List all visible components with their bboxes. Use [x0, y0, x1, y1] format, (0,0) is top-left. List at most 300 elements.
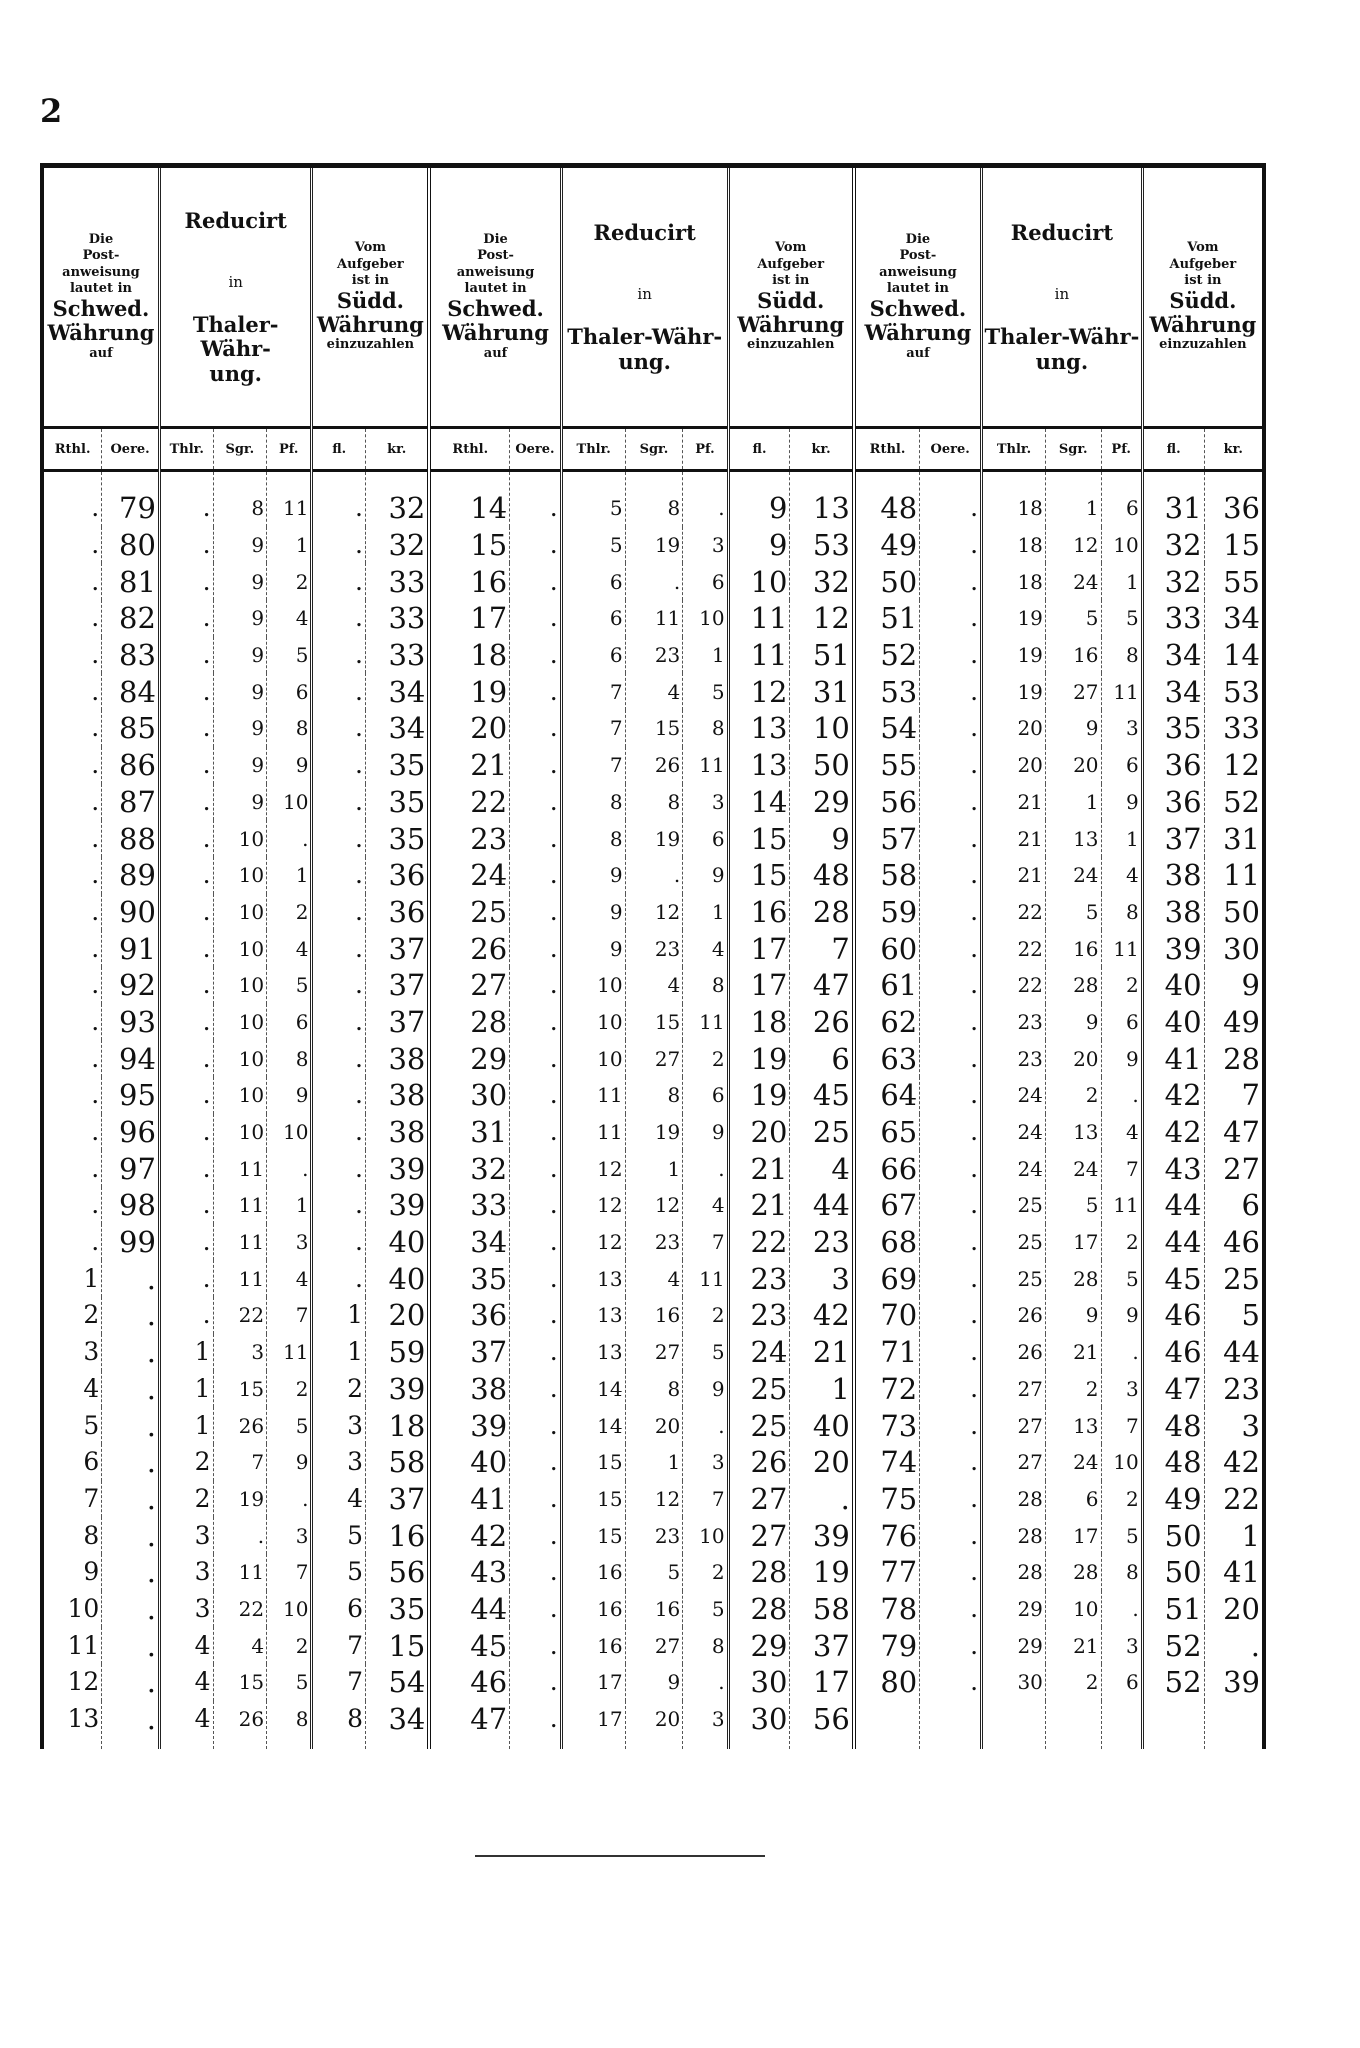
cell-sgr-group1: 15: [213, 1371, 267, 1408]
cell-kr-group2: 3: [790, 1260, 854, 1297]
cell-oere-group1: 83: [102, 637, 160, 674]
header-label: Südd.: [336, 288, 404, 314]
cell-kr-group1: 37: [365, 967, 429, 1004]
cell-oere-group3: .: [920, 1481, 982, 1518]
cell-oere-group2: .: [510, 784, 562, 821]
table-row: [42, 1077, 1264, 1114]
table-row: [42, 894, 1264, 931]
cell-pf-group3: 2: [1101, 1481, 1142, 1518]
cell-sgr-group1: 10: [213, 1040, 267, 1077]
cell-kr-group2: 51: [790, 637, 854, 674]
cell-thlr-group3: 26: [982, 1334, 1046, 1371]
cell-kr-group3: 55: [1204, 563, 1264, 600]
header-label: Post-: [477, 248, 514, 264]
cell-sgr-group1: 9: [213, 637, 267, 674]
cell-sgr-group2: 16: [625, 1297, 683, 1334]
cell-kr-group1: 20: [365, 1297, 429, 1334]
cell-sgr-group2: 15: [625, 1004, 683, 1041]
cell-sgr-group2: 1: [625, 1150, 683, 1187]
cell-oere-group1: 94: [102, 1040, 160, 1077]
cell-pf-group1: .: [267, 1150, 312, 1187]
cell-kr-group2: 17: [790, 1664, 854, 1701]
cell-thlr-group3: 18: [982, 527, 1046, 564]
cell-rthl-group1: 1: [83, 1263, 100, 1293]
cell-thlr-group3: 22: [982, 967, 1046, 1004]
cell-kr-group1: 58: [365, 1444, 429, 1481]
cell-kr-group1: 59: [365, 1334, 429, 1371]
cell-pf-group3: 6: [1101, 1664, 1142, 1701]
cell-thlr-group3: 24: [982, 1077, 1046, 1114]
unit-fl: fl.: [728, 428, 790, 471]
cell-sgr-group1: 9: [213, 600, 267, 637]
cell-kr-group1: 16: [365, 1517, 429, 1554]
cell-sgr-group3: 10: [1045, 1591, 1101, 1628]
header-label: Währung: [47, 320, 155, 346]
header-label: einzuzahlen: [746, 337, 835, 353]
header-post-order-swedish-group3: [854, 166, 982, 428]
cell-rthl-group3: 70: [854, 1297, 920, 1334]
cell-sgr-group2: 8: [625, 471, 683, 527]
cell-thlr-group1: .: [159, 471, 213, 527]
cell-oere-group3: .: [920, 1664, 982, 1701]
cell-pf-group1: 1: [267, 1187, 312, 1224]
cell-pf-group3: 5: [1101, 1260, 1142, 1297]
cell-rthl-group3: 53: [854, 673, 920, 710]
cell-fl-group2: 19: [728, 1040, 790, 1077]
cell-rthl-group1: 8: [83, 1520, 100, 1550]
cell-thlr-group1: 1: [159, 1371, 213, 1408]
cell-fl-group3: 51: [1142, 1591, 1204, 1628]
unit-oere: Oere.: [510, 428, 562, 471]
header-label: Die: [88, 232, 114, 248]
cell-thlr-group3: 26: [982, 1297, 1046, 1334]
cell-rthl-group1: .: [91, 493, 100, 523]
cell-rthl-group1: .: [91, 1043, 100, 1073]
cell-thlr-group1: 2: [159, 1444, 213, 1481]
cell-oere-group1: .: [102, 1591, 160, 1628]
cell-pf-group3: 10: [1101, 527, 1142, 564]
header-label: anweisung: [456, 264, 535, 280]
table-row: [42, 1334, 1264, 1371]
cell-rthl-group2: 35: [429, 1260, 509, 1297]
cell-oere-group3: .: [920, 1517, 982, 1554]
cell-thlr-group1: .: [159, 1187, 213, 1224]
cell-thlr-group3: 20: [982, 710, 1046, 747]
cell-pf-group1: 7: [267, 1297, 312, 1334]
cell-kr-group3: 46: [1204, 1224, 1264, 1261]
cell-pf-group3: 4: [1101, 1114, 1142, 1151]
cell-pf-group1: 5: [267, 967, 312, 1004]
cell-pf-group3: 8: [1101, 637, 1142, 674]
cell-sgr-group3: 24: [1045, 563, 1101, 600]
cell-oere-group2: .: [510, 563, 562, 600]
cell-kr-group2: 10: [790, 710, 854, 747]
cell-sgr-group3: 9: [1045, 1004, 1101, 1041]
cell-fl-group3: 41: [1142, 1040, 1204, 1077]
cell-oere-group1: 98: [102, 1187, 160, 1224]
cell-fl-group3: 39: [1142, 930, 1204, 967]
cell-fl-group3: 42: [1142, 1114, 1204, 1151]
cell-fl-group1: .: [312, 1114, 366, 1151]
cell-oere-group1: 84: [102, 673, 160, 710]
cell-sgr-group2: 23: [625, 930, 683, 967]
cell-rthl-group2: 38: [429, 1371, 509, 1408]
cell-fl-group1: 3: [312, 1407, 366, 1444]
cell-thlr-group3: 28: [982, 1517, 1046, 1554]
cell-rthl-group2: 26: [429, 930, 509, 967]
cell-kr-group2: 6: [790, 1040, 854, 1077]
cell-oere-group2: .: [510, 1297, 562, 1334]
table-row: [42, 563, 1264, 600]
cell-rthl-group2: 28: [429, 1004, 509, 1041]
table-row: [42, 747, 1264, 784]
cell-kr-group1: 40: [365, 1224, 429, 1261]
cell-kr-group1: 38: [365, 1040, 429, 1077]
cell-kr-group1: 34: [365, 673, 429, 710]
cell-sgr-group1: 9: [213, 527, 267, 564]
cell-rthl-group3: 52: [854, 637, 920, 674]
cell-sgr-group3: 20: [1045, 747, 1101, 784]
cell-pf-group3: 11: [1101, 1187, 1142, 1224]
cell-sgr-group3: 9: [1045, 710, 1101, 747]
cell-pf-group1: 6: [267, 673, 312, 710]
cell-pf-group2: .: [683, 471, 728, 527]
cell-fl-group3: 32: [1142, 527, 1204, 564]
cell-pf-group2: 8: [683, 1627, 728, 1664]
cell-oere-group1: .: [102, 1664, 160, 1701]
cell-oere-group2: .: [510, 1481, 562, 1518]
cell-kr-group3: 5: [1204, 1297, 1264, 1334]
cell-pf-group1: 1: [267, 527, 312, 564]
cell-kr-group3: 41: [1204, 1554, 1264, 1591]
cell-sgr-group1: 26: [213, 1407, 267, 1444]
cell-sgr-group1: 11: [213, 1260, 267, 1297]
cell-pf-group1: 10: [267, 784, 312, 821]
unit-thlr: Thlr.: [982, 428, 1046, 471]
cell-kr-group2: 48: [790, 857, 854, 894]
header-label: anweisung: [879, 264, 957, 280]
cell-oere-group2: .: [510, 1444, 562, 1481]
cell-fl-group1: .: [312, 1004, 366, 1041]
cell-kr-group3: 50: [1204, 894, 1264, 931]
cell-kr-group3: 33: [1204, 710, 1264, 747]
cell-thlr-group1: .: [159, 747, 213, 784]
cell-rthl-group2: 19: [429, 673, 509, 710]
cell-kr-group3: 34: [1204, 600, 1264, 637]
cell-fl-group1: .: [312, 563, 366, 600]
cell-fl-group3: 40: [1142, 967, 1204, 1004]
unit-kr: kr.: [365, 428, 429, 471]
cell-kr-group2: 9: [790, 820, 854, 857]
cell-thlr-group3: 18: [982, 563, 1046, 600]
cell-rthl-group1: .: [91, 786, 100, 816]
cell-thlr-group2: 10: [561, 1040, 625, 1077]
cell-kr-group3: .: [1204, 1627, 1264, 1664]
cell-rthl-group2: 31: [429, 1114, 509, 1151]
cell-oere-group1: 91: [102, 930, 160, 967]
cell-oere-group3: .: [920, 1554, 982, 1591]
cell-pf-group3: 3: [1101, 1371, 1142, 1408]
cell-fl-group1: 5: [312, 1554, 366, 1591]
cell-oere-group2: .: [510, 1371, 562, 1408]
cell-oere-group1: 95: [102, 1077, 160, 1114]
cell-rthl-group2: 32: [429, 1150, 509, 1187]
cell-oere-group3: .: [920, 894, 982, 931]
cell-oere-group3: .: [920, 1004, 982, 1041]
cell-oere-group3: .: [920, 1040, 982, 1077]
cell-thlr-group2: 11: [561, 1077, 625, 1114]
cell-rthl-group3: [854, 1701, 920, 1750]
header-label: Währung: [442, 320, 549, 346]
cell-rthl-group2: 14: [429, 471, 509, 527]
cell-oere-group2: .: [510, 1077, 562, 1114]
cell-sgr-group3: 9: [1045, 1297, 1101, 1334]
header-label: Währung: [864, 320, 972, 346]
cell-sgr-group2: 12: [625, 1187, 683, 1224]
cell-thlr-group1: 1: [159, 1334, 213, 1371]
cell-thlr-group3: 20: [982, 747, 1046, 784]
cell-thlr-group2: 8: [561, 784, 625, 821]
header-label: ist in: [351, 272, 389, 288]
cell-sgr-group3: 2: [1045, 1371, 1101, 1408]
unit-thlr: Thlr.: [561, 428, 625, 471]
header-label: Schwed.: [52, 296, 150, 322]
cell-rthl-group1: .: [91, 1006, 100, 1036]
cell-thlr-group1: .: [159, 673, 213, 710]
cell-sgr-group2: 19: [625, 820, 683, 857]
table-row: [42, 1554, 1264, 1591]
cell-thlr-group3: 19: [982, 637, 1046, 674]
cell-sgr-group3: 16: [1045, 637, 1101, 674]
cell-sgr-group1: 10: [213, 894, 267, 931]
cell-rthl-group1: .: [91, 970, 100, 1000]
cell-thlr-group3: 19: [982, 600, 1046, 637]
cell-thlr-group3: 23: [982, 1040, 1046, 1077]
cell-thlr-group2: 12: [561, 1187, 625, 1224]
cell-rthl-group2: 20: [429, 710, 509, 747]
cell-rthl-group3: 64: [854, 1077, 920, 1114]
cell-rthl-group3: 60: [854, 930, 920, 967]
cell-rthl-group3: 62: [854, 1004, 920, 1041]
cell-kr-group1: 34: [365, 1701, 429, 1750]
cell-thlr-group1: .: [159, 1114, 213, 1151]
cell-kr-group3: [1204, 1701, 1264, 1750]
cell-fl-group1: 7: [312, 1627, 366, 1664]
cell-oere-group3: .: [920, 747, 982, 784]
cell-fl-group3: 33: [1142, 600, 1204, 637]
header-label: anweisung: [62, 264, 140, 280]
cell-kr-group1: 39: [365, 1150, 429, 1187]
cell-fl-group2: 18: [728, 1004, 790, 1041]
cell-sgr-group1: 9: [213, 563, 267, 600]
cell-oere-group3: .: [920, 1150, 982, 1187]
header-label: Die: [483, 232, 508, 248]
header-label: ung.: [1035, 348, 1089, 374]
header-label: lautet in: [886, 280, 949, 296]
cell-rthl-group3: 56: [854, 784, 920, 821]
cell-pf-group2: 6: [683, 563, 728, 600]
header-label: in: [1054, 284, 1070, 303]
cell-thlr-group1: .: [159, 1040, 213, 1077]
cell-thlr-group3: 30: [982, 1664, 1046, 1701]
cell-thlr-group3: 21: [982, 820, 1046, 857]
cell-fl-group1: .: [312, 1150, 366, 1187]
cell-sgr-group1: 11: [213, 1187, 267, 1224]
cell-fl-group2: 27: [728, 1481, 790, 1518]
cell-kr-group3: 7: [1204, 1077, 1264, 1114]
cell-pf-group1: 11: [267, 1334, 312, 1371]
cell-thlr-group2: 12: [561, 1150, 625, 1187]
cell-sgr-group2: 12: [625, 1481, 683, 1518]
cell-pf-group2: 10: [683, 600, 728, 637]
header-label: Aufgeber: [757, 256, 825, 272]
table-row: [42, 1114, 1264, 1151]
cell-pf-group3: 5: [1101, 600, 1142, 637]
cell-thlr-group1: .: [159, 967, 213, 1004]
cell-sgr-group2: 8: [625, 784, 683, 821]
cell-oere-group3: .: [920, 710, 982, 747]
table-row: [42, 857, 1264, 894]
cell-fl-group2: 17: [728, 967, 790, 1004]
cell-fl-group2: 15: [728, 820, 790, 857]
cell-fl-group2: 14: [728, 784, 790, 821]
cell-oere-group1: 81: [102, 563, 160, 600]
cell-fl-group1: .: [312, 894, 366, 931]
cell-sgr-group3: 24: [1045, 1444, 1101, 1481]
cell-kr-group3: 52: [1204, 784, 1264, 821]
cell-kr-group2: 44: [790, 1187, 854, 1224]
header-label: ung.: [209, 360, 262, 386]
cell-oere-group1: 93: [102, 1004, 160, 1041]
cell-fl-group2: 11: [728, 637, 790, 674]
cell-fl-group1: 8: [312, 1701, 366, 1750]
cell-kr-group2: 50: [790, 747, 854, 784]
cell-rthl-group1: .: [91, 676, 100, 706]
cell-sgr-group3: 20: [1045, 1040, 1101, 1077]
cell-rthl-group3: 61: [854, 967, 920, 1004]
cell-fl-group1: 1: [312, 1297, 366, 1334]
cell-fl-group2: 9: [728, 527, 790, 564]
cell-pf-group1: .: [267, 1481, 312, 1518]
cell-rthl-group3: 68: [854, 1224, 920, 1261]
cell-rthl-group1: 3: [83, 1337, 100, 1367]
cell-sgr-group1: 9: [213, 784, 267, 821]
cell-sgr-group3: 5: [1045, 1187, 1101, 1224]
cell-pf-group1: 2: [267, 1371, 312, 1408]
cell-oere-group2: .: [510, 527, 562, 564]
cell-rthl-group2: 21: [429, 747, 509, 784]
cell-pf-group2: 7: [683, 1481, 728, 1518]
cell-kr-group1: 36: [365, 894, 429, 931]
cell-fl-group3: 31: [1142, 471, 1204, 527]
cell-fl-group1: 2: [312, 1371, 366, 1408]
cell-rthl-group1: 2: [83, 1300, 100, 1330]
header-label: Vom: [775, 240, 807, 256]
cell-pf-group1: 4: [267, 930, 312, 967]
cell-thlr-group1: 3: [159, 1517, 213, 1554]
table-row: [42, 637, 1264, 674]
cell-fl-group2: 11: [728, 600, 790, 637]
cell-thlr-group2: 13: [561, 1260, 625, 1297]
cell-rthl-group2: 33: [429, 1187, 509, 1224]
cell-rthl-group3: 71: [854, 1334, 920, 1371]
cell-fl-group3: 45: [1142, 1260, 1204, 1297]
cell-oere-group2: .: [510, 820, 562, 857]
page-number: 2: [40, 92, 63, 130]
table-row: [42, 600, 1264, 637]
cell-kr-group2: 47: [790, 967, 854, 1004]
cell-kr-group2: 23: [790, 1224, 854, 1261]
header-label: Schwed.: [869, 296, 967, 322]
cell-kr-group2: 37: [790, 1627, 854, 1664]
cell-fl-group2: 17: [728, 930, 790, 967]
cell-rthl-group1: .: [91, 1153, 100, 1183]
cell-rthl-group3: 75: [854, 1481, 920, 1518]
cell-thlr-group3: 28: [982, 1481, 1046, 1518]
cell-pf-group2: 6: [683, 820, 728, 857]
cell-rthl-group2: 41: [429, 1481, 509, 1518]
table-row: [42, 1481, 1264, 1518]
cell-fl-group1: .: [312, 930, 366, 967]
cell-rthl-group2: 30: [429, 1077, 509, 1114]
cell-pf-group2: 5: [683, 1591, 728, 1628]
cell-oere-group2: .: [510, 471, 562, 527]
table-row: [42, 1444, 1264, 1481]
cell-oere-group1: 82: [102, 600, 160, 637]
cell-pf-group3: 3: [1101, 710, 1142, 747]
cell-rthl-group1: .: [91, 1080, 100, 1110]
cell-kr-group1: 38: [365, 1114, 429, 1151]
cell-rthl-group3: 77: [854, 1554, 920, 1591]
cell-oere-group1: .: [102, 1627, 160, 1664]
cell-pf-group1: 2: [267, 1627, 312, 1664]
cell-oere-group3: [920, 1701, 982, 1750]
cell-thlr-group3: 24: [982, 1114, 1046, 1151]
table-row: [42, 1150, 1264, 1187]
cell-oere-group1: .: [102, 1481, 160, 1518]
cell-rthl-group1: 4: [83, 1373, 100, 1403]
cell-rthl-group3: 51: [854, 600, 920, 637]
cell-kr-group3: 42: [1204, 1444, 1264, 1481]
cell-pf-group2: 6: [683, 1077, 728, 1114]
cell-fl-group3: 38: [1142, 857, 1204, 894]
cell-kr-group3: 39: [1204, 1664, 1264, 1701]
cell-rthl-group3: 54: [854, 710, 920, 747]
cell-kr-group3: 47: [1204, 1114, 1264, 1151]
cell-sgr-group1: 11: [213, 1224, 267, 1261]
cell-rthl-group2: 39: [429, 1407, 509, 1444]
cell-fl-group2: 23: [728, 1260, 790, 1297]
unit-row: [42, 428, 1264, 471]
cell-fl-group1: .: [312, 710, 366, 747]
table-row: [42, 1187, 1264, 1224]
cell-rthl-group2: 27: [429, 967, 509, 1004]
cell-kr-group3: 53: [1204, 673, 1264, 710]
cell-rthl-group2: 46: [429, 1664, 509, 1701]
cell-kr-group3: 23: [1204, 1371, 1264, 1408]
cell-sgr-group3: 21: [1045, 1334, 1101, 1371]
table-row: [42, 820, 1264, 857]
cell-fl-group1: .: [312, 820, 366, 857]
cell-oere-group2: .: [510, 894, 562, 931]
cell-oere-group2: .: [510, 1554, 562, 1591]
header-label: Reducirt: [184, 208, 287, 234]
cell-rthl-group3: 79: [854, 1627, 920, 1664]
cell-oere-group1: 99: [102, 1224, 160, 1261]
cell-oere-group1: 92: [102, 967, 160, 1004]
cell-pf-group1: 9: [267, 1077, 312, 1114]
cell-kr-group1: 40: [365, 1260, 429, 1297]
